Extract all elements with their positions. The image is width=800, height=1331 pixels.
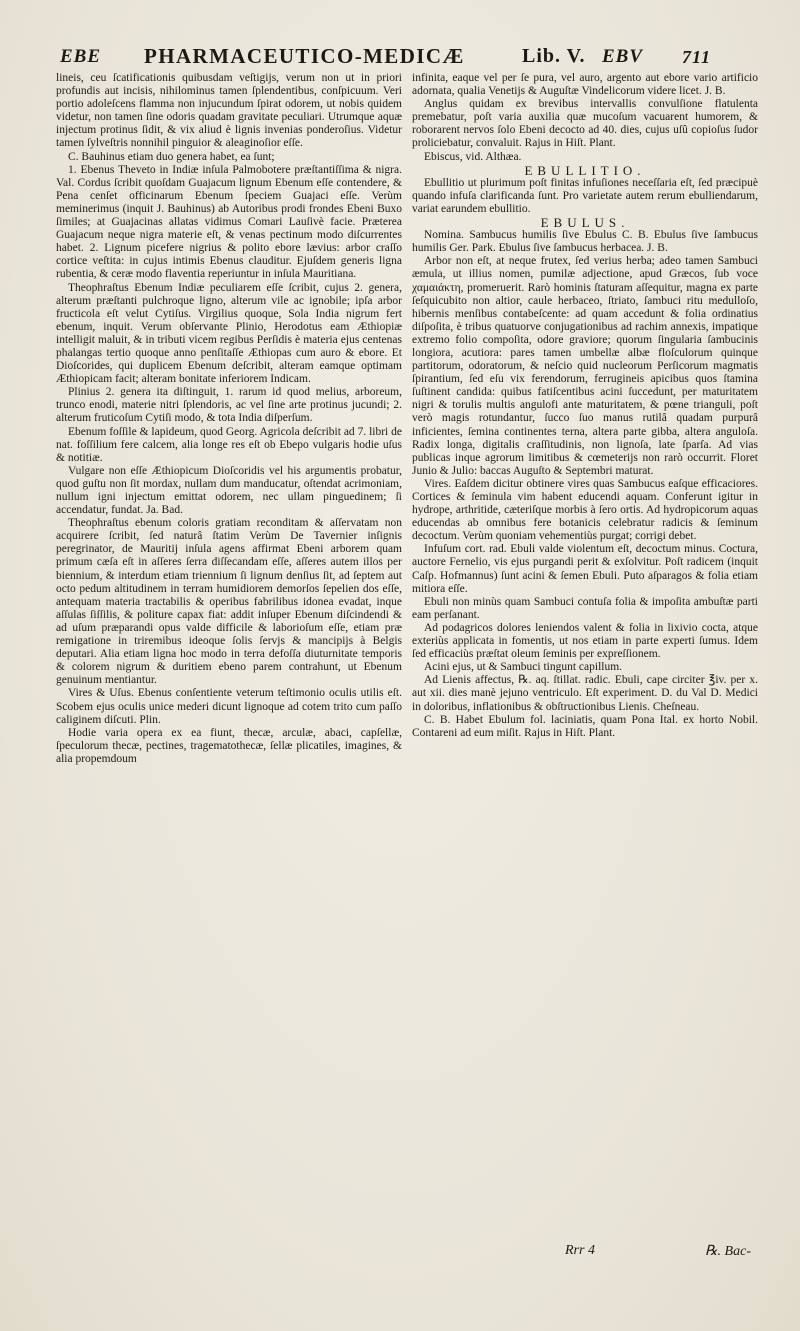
running-header <box>60 44 776 70</box>
page-number: 711 <box>682 47 712 67</box>
signature-mark: Rrr 4 <box>565 1243 595 1258</box>
paragraph: Vires. Eaſdem dicitur obtinere vires quas Sambucus eaſque efficaciores. Cortices & ſeminula vim habent educendi aquam. Conferunt igitur in hydrope, arthritide, cæteriſque morbis à ſero ortis. Ad hydropicorum aquas educendas ab omnibus fere botanicis celebratur radicis & ſeminum decoctum. Verùm quoniam vehementiùs purgat; corrigi debet. <box>412 477 758 543</box>
paragraph: Acini ejus, ut & Sambuci tingunt capillum. <box>424 661 623 674</box>
paragraph: Anglus quidam ex brevibus intervallis convulſione flatulenta premebatur, poſt varia auxilia quæ mucoſum vacuarent humorem, & roborarent nervos ſolo Ebeni decocto ad 40. dies, cujus uſû copioſus ſudor proliciebatur, convaluit. Rajus in Hiſt. Plant. <box>412 98 758 150</box>
paragraph: C. B. Habet Ebulum fol. laciniatis, quam Pona Ital. ex horto Nobil. Contareni ad eum miſit. Rajus in Hiſt. Plant. <box>412 713 758 739</box>
paragraph: Ebenum foſſile & lapideum, quod Georg. Agricola deſcribit ad 7. libri de nat. foſſilium fere calcem, alia longe res eſt ob Ebepo vulgaris hodie uſus & notitiæ. <box>56 425 402 464</box>
header-title: PHARMACEUTICO-MEDICÆ <box>144 44 465 68</box>
paragraph: infinita, eaque vel per ſe pura, vel auro, argento aut ebore vario artificio adornata, qualia Venetijs & Auguſtæ Vindelicorum videre licet. J. B. <box>412 72 758 98</box>
paragraph: Vulgare non eſſe Æthiopicum Dioſcoridis vel his argumentis probatur, quod guſtu non ſit mordax, nullam dum manducatur, oſtendat acrimoniam, nullum igni injectum emittat odorem, nec ullam pinguedinem; ſi accendatur, fundat. Ja. Bad. <box>56 464 402 517</box>
paragraph: Theophraſtus ebenum coloris gratiam reconditam & aſſervatam non acquirere ſcribit, ſed naturâ ſtatim Verùm De Tavernier inſignis peregrinator, de Mauritij inſula agens affirmat Ebeni arborem quam primum cæſa eſt in aſſeres ſerra diſſecandam eſſe, aſſeres autem illos per biennium, & interdum etiam triennium ſi lignum denſius ſit, ad ſeptem aut octo pedum altitudinem in terram humidiorem demorſos ſepelien dos eſſe, antequam materia tractabilis & operibus fabrilibus idonea evadat, inque aſſulas ſiſſilis, & politure capax fiat: addit inſuper Ebenum diſcindendi & ad uſum præparandi opus valde difficile & laborioſum eſſe, etiam præ remigatione in triremibus ideoque ſolis ſervjs & mancipijs à Belgis deputari. Alia etiam ligna hoc modo in terra defoſſa diuturnitate temporis & colorem nigrum & duritiem ebeno parem contrahunt, ut Ebenum genuinum mentiantur. <box>56 517 402 687</box>
catchword: ℞. Bac- <box>705 1244 751 1259</box>
paragraph: Vires & Uſus. Ebenus conſentiente veterum teſtimonio oculis utilis eſt. Scobem ejus oculis unice mederi dicunt lignoque ad cotem trito cum paſſo caliginem diſcuti. Plin. <box>56 687 402 726</box>
paragraph: Plinius 2. genera ita diſtinguit, 1. rarum id quod melius, arboreum, trunco enodi, materie nitri ſplendoris, ac vel ſine arte protinus jucundi; 2. alterum fruticoſum Cytiſi modo, & tota India diſperſum. <box>56 386 402 425</box>
paragraph: lineis, ceu ſcatificationis quibusdam veſtigijs, verum non ut in priori profundis aut incisis, nihilominus tamen ſplendentibus, conſpicuum. Veri portio adoleſcens flamma non injucundum ſpirat odorem, ut nobis quidem videtur, non tamen ſine odoris quadam gravitate peculiari. Utrumque aquæ injectum protinus ſidit, & vix aliud è lignis invenias ponderoſius. Videtur tamen ſylveſtris nonnihil pinguior & aleaginoſior eſſe. <box>56 72 402 150</box>
paragraph: C. Bauhinus etiam duo genera habet, ea ſunt; <box>68 150 275 163</box>
paragraph: Hodie varia opera ex ea fiunt, thecæ, arculæ, abaci, capſellæ, ſpeculorum thecæ, pectines, tragematothecæ, ſellæ plicatiles, imagines, & alia propemdoum <box>56 726 402 765</box>
header-book: Lib. V. <box>522 45 586 67</box>
page-footer <box>565 1243 785 1263</box>
header-left-word: EBE <box>60 46 102 67</box>
right-column <box>412 72 758 740</box>
left-column <box>56 72 402 766</box>
paragraph: Arbor non eſt, at neque frutex, ſed verius herba; adeo tamen Sambuci æmula, ut illius nomen, pumilæ adjectione, apud Græcos, ſub voce χαμαιάκτη, promeruerit. Rarò hominis ſtaturam aſſequitur, magna ex parte ſeſquicubito non altior, caule herbaceo, ſtriato, ſambuci ritu medulloſo, hibernis menſibus contabeſcente: ad quam accedunt & folia ordinatius diſpoſita, è tribus quatuorve conjugationibus ad rachim annexis, impatique extremo folio compoſita, odore graviore; quorum ſingularia ſambucinis longiora, acutiora: pares tamen umbellæ albæ floſculorum quinque partitorum, odoratorum, & neſcio quid nucleorum Perſicorum magmatis ſpirantium, ſed eſu vix ferendorum, ferrugineis apicibus quos ſtamina ſuſtinent candida: quibus fatiſcentibus acini ſuccedunt, per maturitatem nigri & torulis multis angulofi ante maturitatem, & pœne trianguli, poſt verò magis rotundantur, ſucco ſuo manus rutilâ quadam purpurâ inficientes, ſemina continentes terna, altera parte gibba, altera anguloſa. Radix longa, digitalis craſſitudinis, non lignoſa, late ſparſa. Ad vias publicas inque agrorum limitibus & cœmeterijs non rarò occurrit. Floret Junio & Julio: baccas Auguſto & Septembri maturat. <box>412 255 758 477</box>
paragraph: Ebullitio ut plurimum poſt finitas infuſiones neceſſaria eſt, ſed præcipuè quando infuſa clarificanda ſunt. Pro varietate autem rerum ebulliendarum, variat earundem ebullitio. <box>412 176 758 215</box>
paragraph: Ad podagricos dolores leniendos valent & folia in lixivio cocta, atque exteriùs applicata in fomentis, ut nos etiam in parte experti ſumus. Idem ſed efficaciùs præſtat oleum ſeminis per expreſſionem. <box>412 621 758 661</box>
entry-heading-ebullitio: EBULLITIO. <box>524 162 646 178</box>
paragraph: Ad Lienis affectus, ℞. aq. ſtillat. radic. Ebuli, cape circiter ℥iv. per x. aut xii. dies manè jejuno ventriculo. Eſt experiment. D. du Val D. Medici in doloribus, inflationibus & obſtructionibus Lienis. Cheſneau. <box>412 674 758 713</box>
ebiscus-entry: Ebiscus, vid. Althæa. <box>424 150 522 163</box>
paragraph: Ebuli non minùs quam Sambuci contuſa folia & impoſita ambuſtæ parti eam perſanant. <box>412 595 758 621</box>
header-right-word: EBV <box>602 46 644 67</box>
paragraph: Theophraſtus Ebenum Indiæ peculiarem eſſe ſcribit, cujus 2. genera, alterum præſtanti pulchroque ligno, alterum vile ac ignobile; ipſa arbor fructicola eſt velut Cytiſus. Virgilius quoque, Sola India nigrum fert ebenum, inquit. Verum obſervante Plinio, Herodotus eam Æthiopiæ intelligit maluit, & in tributi vicem regibus Perſidis è materia ejus centenas phalangas tertio quoque anno penſitaſſe Æthiopas cum auro & ebore. Et Dioſcorides, qui duplicem Ebenum deſcribit, alteram eamque optimam Æthiopicam facit; alteram bonitate inferiorem Indicam. <box>56 281 402 386</box>
paragraph: Infuſum cort. rad. Ebuli valde violentum eſt, decoctum minus. Coctura, auctore Fernelio, vis ejus purgandi perit & exſolvitur. Poſt radicem (inquit Caſp. Hofmannus) ſunt acini & ſemen Ebuli. Puto aſparagos & folia etiam mitiora eſſe. <box>412 543 758 595</box>
paragraph: Nomina. Sambucus humilis ſive Ebulus C. B. Ebulus ſive ſambucus humilis Ger. Park. Ebulus ſive ſambucus herbacea. J. B. <box>412 229 758 255</box>
paragraph: 1. Ebenus Theveto in Indiæ inſula Palmobotere præſtantiſſima & nigra. Val. Cordus ſcribit quoſdam Guajacum lignum Ebenum eſſe contendere, & Pena cenſet officinarum Ebenum ſpeciem Guajaci eſſe. Verùm meminerimus (inquit J. Bauhinus) ab Autoribus prodi frondes Ebeni Buxo ſimiles; at Guajacinas allatas vidimus Comari Lauſivè facie. Præterea Guajacum neque nigra materie eſt, & venas pectinum modo diſcurrentes habet. 2. Lignum picefere nigrius & polito ebore lævius: arbor craſſo cortice veſtita: in cujus intimis Ebenus clauditur. Ejuſdem generis ligna rubentia, & ceræ modo flaventia reperiuntur in inſula Mauritiana. <box>56 163 402 281</box>
entry-heading-ebulus: EBULUS. <box>540 215 630 231</box>
